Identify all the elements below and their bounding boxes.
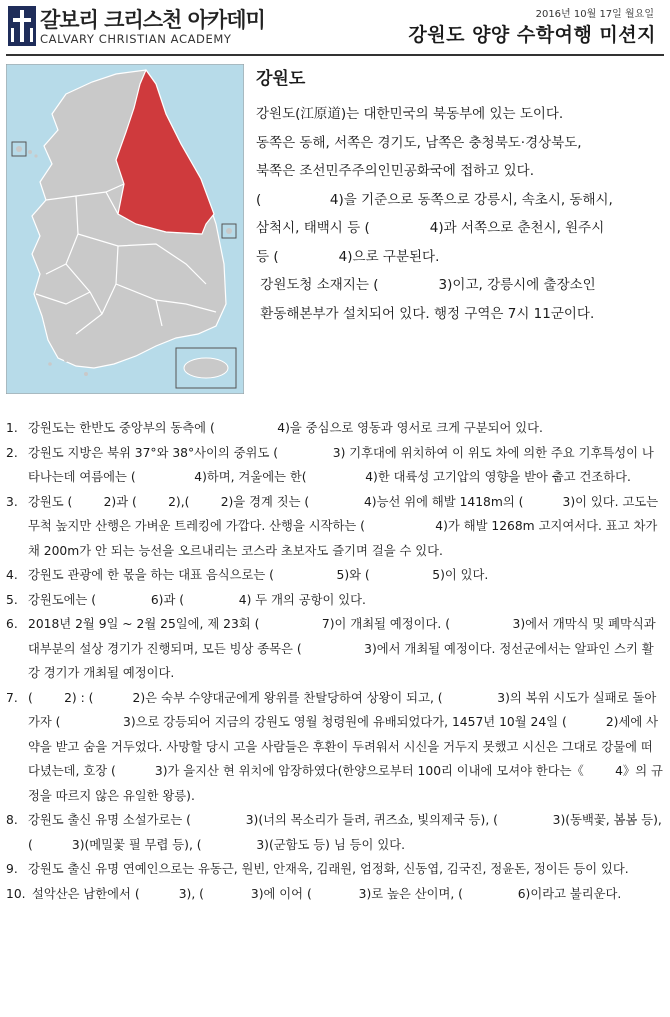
question-number: 8.: [6, 813, 18, 827]
question-text: 강원도에는 ( 6)과 ( 4) 두 개의 공항이 있다.: [28, 592, 366, 607]
question-item: [6, 808, 664, 857]
logo-korean-text: 갈보리 크리스천 아카데미: [40, 8, 265, 32]
question-item: [6, 416, 664, 441]
question-item: [6, 490, 664, 564]
logo-english-text: CALVARY CHRISTIAN ACADEMY: [40, 32, 232, 46]
question-text: 강원도 출신 유명 소설가로는 ( 3)(너의 목소리가 들려, 퀴즈쇼, 빛의제국 등), ( 3)(동백꽃, 봄봄 등), ( 3)(메밀꽃 필 무렵 등), ( 3)(군함도 등) 님 등이 있다.: [28, 813, 666, 852]
intro-line: 삼척시, 태백시 등 ( 4)과 서쪽으로 춘천시, 원주시: [256, 220, 605, 236]
question-item: [6, 686, 664, 809]
question-number: 4.: [6, 568, 18, 582]
document-title: 강원도 양양 수학여행 미션지: [408, 24, 656, 46]
intro-line: 등 ( 4)으로 구분된다.: [256, 248, 440, 265]
intro-line: 동쪽은 동해, 서쪽은 경기도, 남쪽은 충청북도·경상북도,: [256, 134, 582, 151]
intro-line: ( 4)을 기준으로 동쪽으로 강릉시, 속초시, 동해시,: [256, 191, 613, 208]
question-text: 강원도 지방은 북위 37°와 38°사이의 중위도 ( 3) 기후대에 위치하여 이 위도 차에 의한 주요 기후특성이 나타나는데 여름에는 ( 4)하며, 겨울에는 한( 4)한 대륙성 고기압의 영향을 받아 춥고 건조하다.: [28, 445, 654, 484]
question-text: ( 2) : ( 2)은 숙부 수양대군에게 왕위를 찬탈당하여 상왕이 되고, ( 3)의 복위 시도가 실패로 돌아가자 ( 3)으로 강등되어 지금의 강원도 영월 청령원에 유배되었다가, 1457년 10월 24일 ( 2)세에 사약을 받고 숨을 거두었다. 사망할 당시 고을 사람들은 후환이 두려워서 시신을 거두지 못했고 시신은 그대로 강물에 떠다녔는데, 호장 ( 3)가 을지산 현 위치에 암장하였다(한양으로부터 100리 이내에 모셔야 한다는《 4》의 규정을 따르지 않은 유일한 왕릉).: [28, 690, 663, 803]
question-item: [6, 563, 664, 588]
question-number: 1.: [6, 421, 18, 435]
region-heading: 강원도: [256, 69, 306, 89]
intro-paragraph: [256, 100, 666, 328]
question-text: 강원도 ( 2)과 ( 2),( 2)을 경계 짓는 ( 4)능선 위에 해발 1418m의 ( 3)이 있다. 고도는 무척 높지만 산행은 가벼운 트레킹에 가깝다. 산행을 시작하는 ( 4)가 해발 1268m 고지여서다. 표고 차가 채 200m가 안 되는 능선을 오르내리는 코스라 초보자도 즐기며 걸을 수 있다.: [28, 494, 663, 558]
document-date: 2016년 10월 17일 월요일: [535, 9, 654, 20]
page-header: [0, 0, 670, 58]
question-item: [6, 612, 664, 686]
question-number: 6.: [6, 617, 18, 631]
question-text: 강원도 출신 유명 연예인으로는 유동근, 원빈, 안재욱, 김래원, 엄정화, 신동엽, 김국진, 정윤돈, 정이든 등이 있다.: [28, 862, 629, 876]
question-number: 2.: [6, 445, 18, 460]
question-number: 3.: [6, 494, 18, 509]
intro-line: 강원도청 소재지는 ( 3)이고, 강릉시에 출장소인: [256, 277, 596, 293]
question-number: 7.: [6, 690, 18, 705]
header-divider: [6, 54, 664, 56]
question-text: 강원도 관광에 한 몫을 하는 대표 음식으로는 ( 5)와 ( 5)이 있다.: [28, 568, 489, 582]
question-item: [6, 588, 664, 613]
academy-logo-icon: [8, 6, 36, 46]
question-text: 설악산은 남한에서 ( 3), ( 3)에 이어 ( 3)로 높은 산이며, ( 6)이라고 불리운다.: [32, 886, 622, 901]
question-number: 9.: [6, 862, 18, 876]
question-item: [6, 441, 664, 490]
question-text: 2018년 2월 9일 ~ 2월 25일에, 제 23회 ( 7)이 개최될 예정이다. ( 3)에서 개막식 및 폐막식과 대부분의 설상 경기가 진행되며, 모든 빙상 종목은 ( 3)에서 개최될 예정이다. 정선군에서는 알파인 스키 활강 경기가 개최될 예정이다.: [28, 617, 660, 680]
question-list: [6, 416, 664, 906]
question-item: [6, 882, 664, 907]
question-number: 5.: [6, 592, 18, 607]
intro-line: 북쪽은 조선민주주의인민공화국에 접하고 있다.: [256, 163, 534, 179]
intro-line: 강원도(江原道)는 대한민국의 북동부에 있는 도이다.: [256, 106, 564, 122]
question-text: 강원도는 한반도 중앙부의 동측에 ( 4)을 중심으로 영동과 영서로 크게 구분되어 있다.: [28, 421, 543, 435]
intro-line: 환동해본부가 설치되어 있다. 행정 구역은 7시 11군이다.: [256, 305, 595, 322]
question-item: [6, 857, 664, 882]
question-number: 10.: [6, 886, 26, 901]
korea-map: [6, 64, 244, 394]
